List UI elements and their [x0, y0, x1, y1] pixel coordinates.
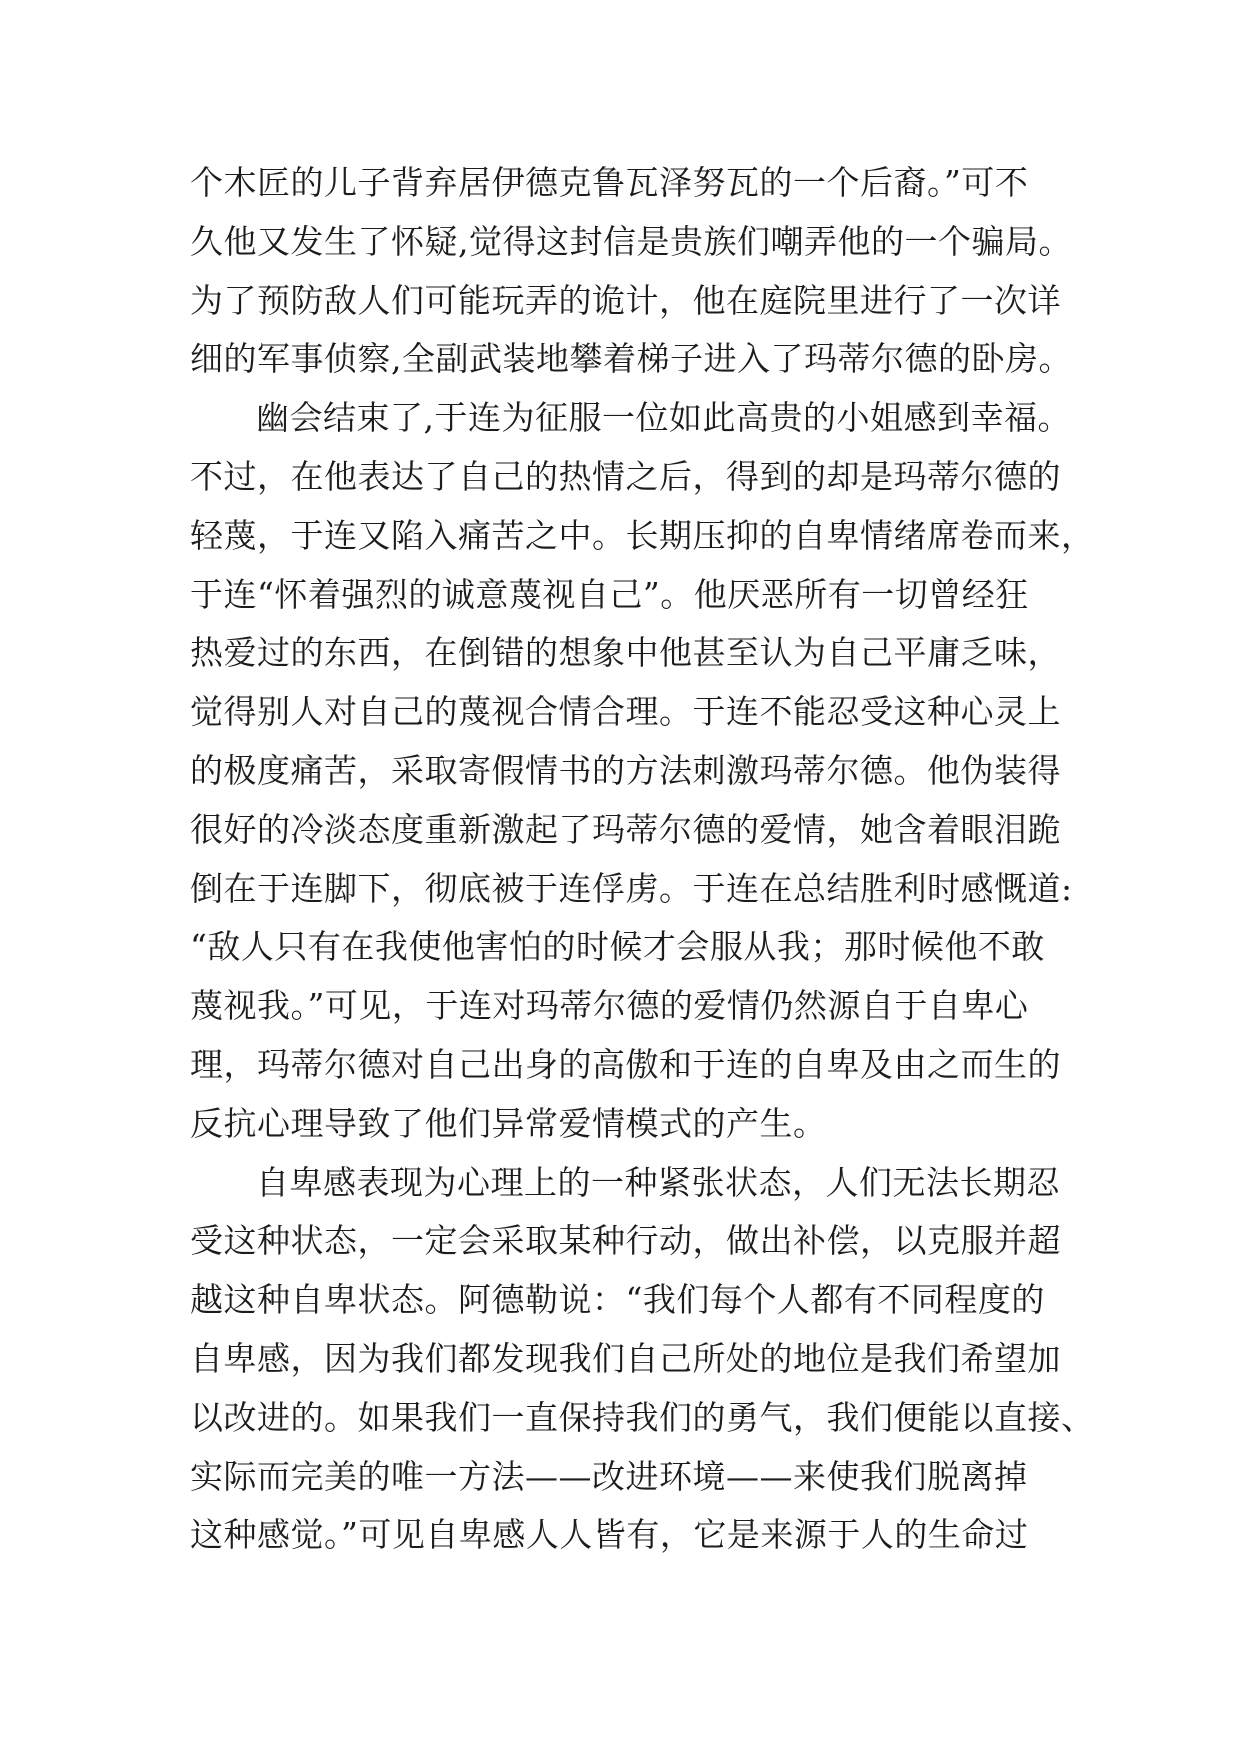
- paragraph-start-line: 幽会结束了,于连为征服一位如此高贵的小姐感到幸福。: [256, 398, 1071, 438]
- text-line: 觉得别人对自己的蔑视合情合理。于连不能忍受这种心灵上: [190, 692, 1061, 732]
- text-line: 自卑感，因为我们都发现我们自己所处的地位是我们希望加: [190, 1338, 1061, 1378]
- text-line: 实际而完美的唯一方法——改进环境——来使我们脱离掉: [190, 1456, 1028, 1496]
- text-line: 个木匠的儿子背弃居伊德克鲁瓦泽努瓦的一个后裔。”可不: [190, 163, 1029, 202]
- paragraph-start-line: 自卑感表现为心理上的一种紧张状态，人们无法长期忍: [256, 1162, 1060, 1202]
- text-line: 倒在于连脚下，彻底被于连俘虏。于连在总结胜利时感慨道:: [190, 868, 1073, 908]
- text-line: 以改进的。如果我们一直保持我们的勇气，我们便能以直接、: [190, 1397, 1095, 1437]
- text-line: 这种感觉。”可见自卑感人人皆有，它是来源于人的生命过: [190, 1515, 1029, 1555]
- text-line: 为了预防敌人们可能玩弄的诡计，他在庭院里进行了一次详: [190, 280, 1061, 320]
- text-line: 的极度痛苦，采取寄假情书的方法刺激玛蒂尔德。他伪装得: [190, 750, 1061, 790]
- text-line: 越这种自卑状态。阿德勒说：“我们每个人都有不同程度的: [190, 1280, 1045, 1320]
- text-line: “敌人只有在我使他害怕的时候才会服从我；那时候他不敢: [190, 927, 1045, 967]
- text-line: 蔑视我。”可见，于连对玛蒂尔德的爱情仍然源自于自卑心: [190, 986, 1029, 1026]
- text-line: 很好的冷淡态度重新激起了玛蒂尔德的爱情，她含着眼泪跪: [190, 809, 1061, 849]
- text-line: 反抗心理导致了他们异常爱情模式的产生。: [190, 1103, 827, 1143]
- body-text: [190, 154, 1095, 1565]
- text-line: 热爱过的东西，在倒错的想象中他甚至认为自己平庸乏味，: [190, 633, 1061, 673]
- text-line: 久他又发生了怀疑,觉得这封信是贵族们嘲弄他的一个骗局。: [190, 221, 1072, 261]
- text-line: 受这种状态，一定会采取某种行动，做出补偿，以克服并超: [190, 1221, 1061, 1261]
- text-line: 理，玛蒂尔德对自己出身的高傲和于连的自卑及由之而生的: [190, 1044, 1061, 1084]
- text-line: 于连“怀着强烈的诚意蔑视自己”。他厌恶所有一切曾经狂: [190, 574, 1029, 614]
- text-line: 细的军事侦察,全副武装地攀着梯子进入了玛蒂尔德的卧房。: [190, 339, 1072, 379]
- text-line: 轻蔑，于连又陷入痛苦之中。长期压抑的自卑情绪席卷而来，: [190, 515, 1095, 555]
- text-line: 不过，在他表达了自己的热情之后，得到的却是玛蒂尔德的: [190, 456, 1061, 496]
